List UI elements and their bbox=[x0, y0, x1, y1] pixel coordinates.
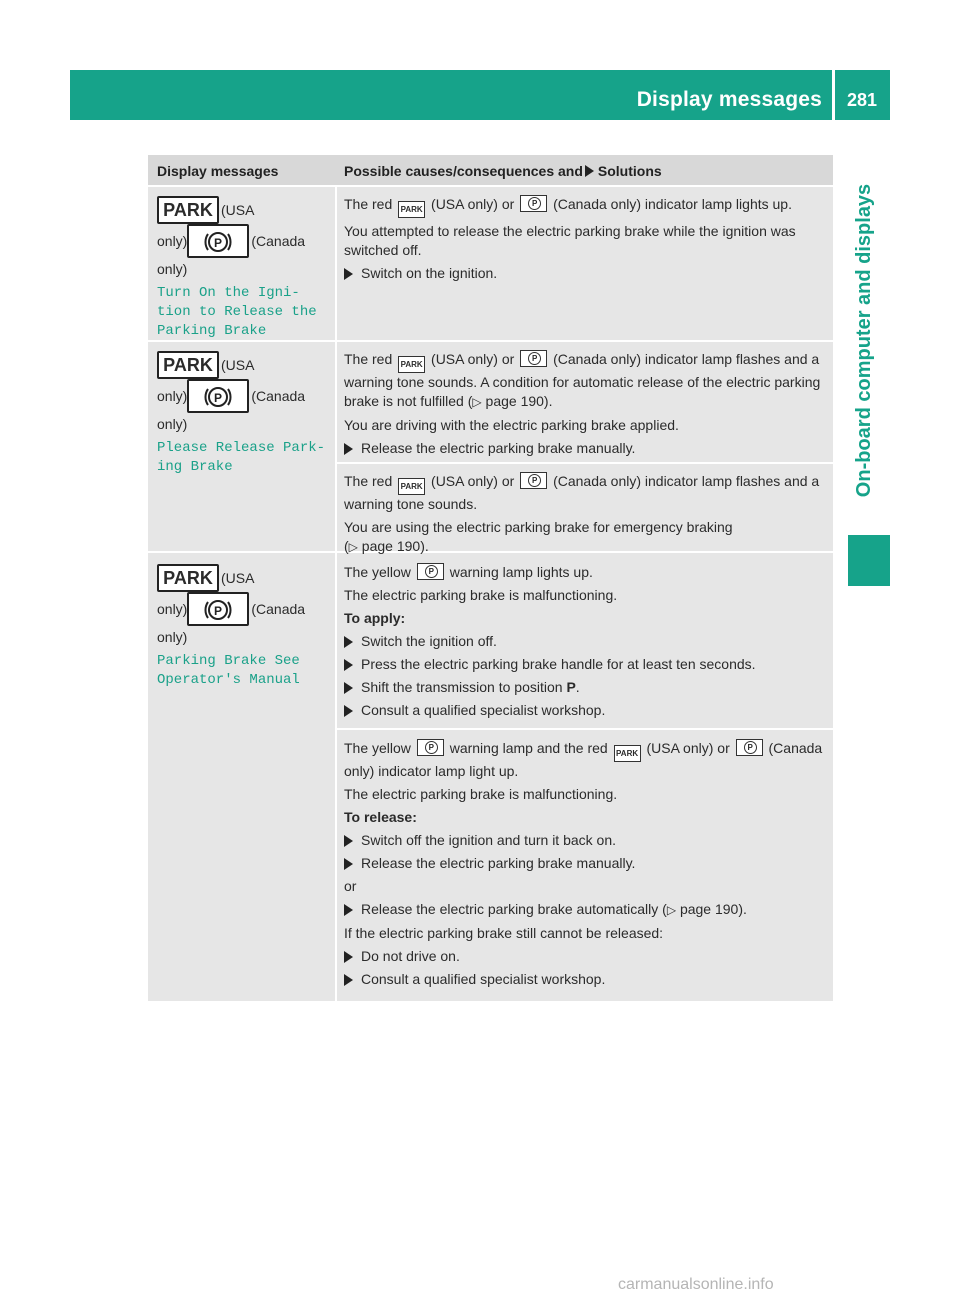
svg-text:P: P bbox=[214, 604, 223, 618]
side-tab bbox=[840, 130, 890, 550]
header-separator bbox=[832, 70, 835, 120]
page-ref-link[interactable]: page 190). bbox=[485, 393, 553, 409]
display-message-text: Turn On the Igni‐ tion to Release the Parking Brake bbox=[157, 285, 317, 339]
instruction-step: Release the electric parking brake automatically (▷ page 190). bbox=[344, 900, 828, 920]
instruction-step: Consult a qualified specialist workshop. bbox=[344, 970, 828, 989]
parking-brake-indicator-icon bbox=[187, 379, 249, 413]
park-lamp-icon: PARK bbox=[614, 745, 641, 762]
instruction-step: Release the electric parking brake manually. bbox=[344, 439, 828, 458]
row3-solution-a: The yellow P warning lamp lights up. The electric parking brake is malfunctioning. To apply: Switch the ignition off. Press the electric parking brake handle for at least ten seconds. Shift the transmission to position P. Consult a qualified specialist workshop. bbox=[344, 563, 828, 724]
parking-brake-lamp-icon bbox=[520, 195, 547, 212]
instruction-step: Do not drive on. bbox=[344, 947, 828, 966]
park-indicator-icon: PARK bbox=[157, 564, 219, 592]
col-header-causes: Possible causes/consequences and Solutions bbox=[344, 163, 662, 179]
page-ref-icon: ▷ bbox=[666, 903, 677, 917]
instruction-step: Shift the transmission to position P. bbox=[344, 678, 828, 697]
parking-brake-indicator-icon bbox=[187, 224, 249, 258]
park-lamp-icon: PARK bbox=[398, 356, 425, 373]
side-tab-marker bbox=[848, 535, 890, 586]
instruction-step: Switch on the ignition. bbox=[344, 264, 828, 283]
row1-display-message: PARK (USA only) P (Canada only) Turn On the Igni‐ tion to Release the Parking Brake bbox=[157, 196, 317, 341]
side-tab-label: On-board computer and displays bbox=[853, 183, 876, 497]
parking-brake-lamp-icon bbox=[520, 472, 547, 489]
instruction-step: Press the electric parking brake handle for at least ten seconds. bbox=[344, 655, 828, 674]
parking-brake-lamp-icon bbox=[417, 563, 444, 580]
page-header-title: Display messages bbox=[636, 88, 822, 111]
page-number: 281 bbox=[846, 90, 878, 110]
row2-display-message: PARK (USA only) P (Canada only) Please Release Park‐ ing Brake bbox=[157, 351, 325, 477]
parking-brake-lamp-icon bbox=[520, 350, 547, 367]
col-header-display-messages: Display messages bbox=[157, 163, 279, 179]
svg-text:P: P bbox=[214, 236, 223, 250]
instruction-step: Switch off the ignition and turn it back on. bbox=[344, 831, 828, 850]
section-label: To release: bbox=[344, 809, 417, 825]
park-indicator-icon: PARK bbox=[157, 351, 219, 379]
page-ref-link[interactable]: page 190). bbox=[361, 538, 429, 554]
page-ref-icon: ▷ bbox=[348, 540, 358, 554]
park-lamp-icon: PARK bbox=[398, 201, 425, 218]
row1-solution: The red PARK (USA only) or P (Canada only) indicator lamp lights up. You attempted to release the electric parking brake while the ignition was switched off. Switch on the ignition. bbox=[344, 195, 828, 287]
svg-text:P: P bbox=[214, 391, 223, 405]
section-label: To apply: bbox=[344, 610, 406, 626]
row2-solution-a: The red PARK (USA only) or P (Canada only) indicator lamp flashes and a warning tone sounds. A condition for automatic release of the electric parking brake is not fulfilled (▷ page 190). You are driving with the electric parking brake applied. Release the electric parking brake manually. bbox=[344, 350, 828, 462]
park-indicator-icon: PARK bbox=[157, 196, 219, 224]
row3-solution-b: The yellow P warning lamp and the red PARK (USA only) or P (Canada only) indicator lamp light up. The electric parking brake is malfunctioning. To release: Switch off the ignition and turn it back on. Release the electric parking brake manually. or Release the electric parking brake automatically (▷ page 190). If the electric parking brake still cannot be released: Do not drive on. Consult a qualified specialist workshop. bbox=[344, 739, 828, 993]
parking-brake-lamp-icon bbox=[736, 739, 763, 756]
watermark: carmanualsonline.info bbox=[618, 1276, 774, 1293]
instruction-arrow-icon bbox=[585, 165, 594, 177]
instruction-step: Release the electric parking brake manually. bbox=[344, 854, 828, 873]
page-ref-link[interactable]: page 190). bbox=[679, 901, 747, 917]
display-message-text: Please Release Park‐ ing Brake bbox=[157, 440, 326, 475]
parking-brake-indicator-icon bbox=[187, 592, 249, 626]
row3-display-message: PARK (USA only) P (Canada only) Parking Brake See Operator's Manual bbox=[157, 564, 305, 690]
page-ref-icon: ▷ bbox=[472, 395, 482, 409]
parking-brake-lamp-icon bbox=[417, 739, 444, 756]
display-message-text: Parking Brake See Operator's Manual bbox=[157, 653, 300, 688]
row2-solution-b: The red PARK (USA only) or P (Canada only) indicator lamp flashes and a warning tone sounds. You are using the electric parking brake for emergency braking (▷ page 190). bbox=[344, 472, 828, 561]
park-lamp-icon: PARK bbox=[398, 478, 425, 495]
instruction-step: Switch the ignition off. bbox=[344, 632, 828, 651]
instruction-step: Consult a qualified specialist workshop. bbox=[344, 701, 828, 720]
